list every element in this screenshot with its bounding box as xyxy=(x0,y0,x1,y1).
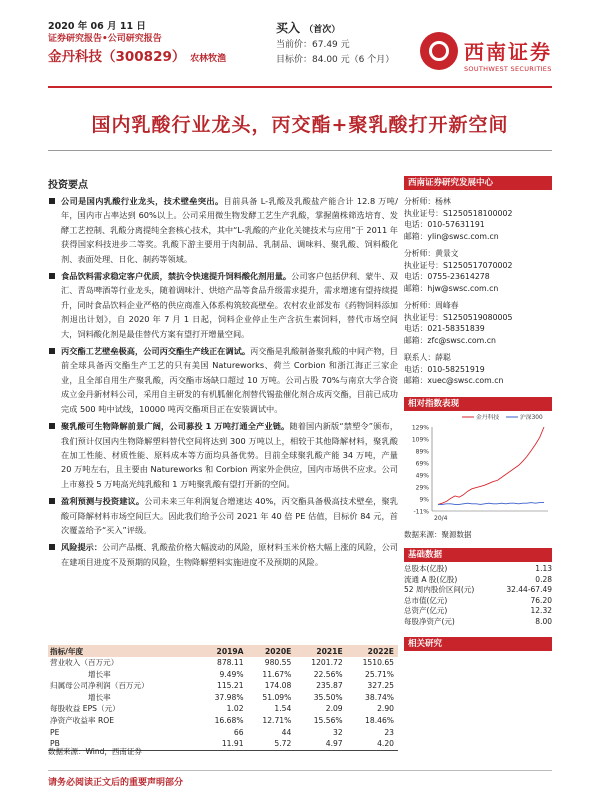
table-cell: 11.67% xyxy=(262,669,292,679)
bullet-square-icon xyxy=(49,498,55,504)
key-value: 76.20 xyxy=(530,595,552,605)
y-tick-label: -11% xyxy=(413,508,429,515)
table-header-cell: 2020E xyxy=(248,645,296,657)
rating xyxy=(276,20,394,38)
table-cell: 22.56% xyxy=(313,669,343,679)
table-cell: 174.08 xyxy=(264,681,292,691)
research-center-header: 西南证券研究发展中心 xyxy=(404,176,552,190)
target-price xyxy=(276,53,394,68)
highlight-lead: 食品饮料需求稳定客户优质，禁抗令快速提升饲料酸化剂用量。 xyxy=(61,271,292,282)
table-cell: 35.50% xyxy=(313,692,343,702)
row-label: 增长率 xyxy=(88,692,111,702)
highlight-lead: 公司是国内乳酸行业龙头，技术壁垒突出。 xyxy=(61,196,224,206)
highlight-text: 目前具备 L-乳酸及乳酸盐产能合计 12.8 万吨/年，国内市占率达到 60%以上。公司采用微生物发酵工艺生产乳酸，掌握菌株筛选培育、发酵工艺控制、乳酸分离提纯全套核心技术，其中“L-乳酸的产业化关键技术与应用”于 2011 年获得国家科技进步二等奖。乳酸下游主要用于肉制品、乳制品、调味料、聚乳酸、饲料酸化剂、表面处理、日化、制药等领域。 xyxy=(61,196,398,264)
table-row xyxy=(404,575,552,586)
table-cell: 327.25 xyxy=(367,681,394,691)
logo-text-cn: 西南证券 xyxy=(464,40,552,64)
series-line xyxy=(438,502,544,504)
company-line xyxy=(48,47,226,69)
series-line xyxy=(438,427,544,504)
table-cell: 15.56% xyxy=(313,715,343,725)
highlight-text: 随着国内新版“禁塑令”颁布，我们预计仅国内生物降解塑料替代空间将达到 300 万吨以上，相较于其他降解材料，聚乳酸在加工性能、材质性能、原料成本等方面均具备优势。目前全球聚乳酸产能 34 万吨，产量 20 万吨左右，且主要由 Natureworks 和 Corbion 两家外企供应，国内市场供不应求。公司上市募投 5 万吨高光纯乳酸和 1 万吨聚乳酸有望打开新的空间。 xyxy=(61,421,399,489)
table-cell: 37.98% xyxy=(214,692,244,702)
table-cell: 51.09% xyxy=(262,692,292,702)
header-divider xyxy=(48,86,552,88)
table-row xyxy=(404,617,552,628)
bullet-square-icon xyxy=(49,423,55,429)
key-value: 12.32 xyxy=(530,606,552,615)
current-price-label: 当前价： xyxy=(276,40,313,50)
highlight-text: 公司客户包括伊利、蒙牛、双汇、青岛啤酒等行业龙头，随着调味汁、烘焙产品等食品升级需求提升，需求增速有望持续提升，同时食品饮料企业严格的供应商准入体系构筑较高壁垒。农村农业部发布《药物饲料添加剂退出计划》，自 2020 年 7 月 1 日起，饲料企业停止生产含抗生素饲料，替代市场空间大，饲料酸化剂是最佳替代方案有望打开增量空间。 xyxy=(61,271,398,339)
current-price-value: 67.49 元 xyxy=(312,40,350,50)
bullet-square-icon xyxy=(49,544,55,550)
header-left xyxy=(48,20,226,69)
chart-source: 数据来源：聚源数据 xyxy=(404,529,472,539)
table-cell: 66 xyxy=(233,727,244,737)
table-row xyxy=(48,669,398,681)
target-price-label: 目标价： xyxy=(276,55,313,65)
investment-highlights xyxy=(48,176,398,569)
table-row xyxy=(48,680,398,692)
y-tick-label: 129% xyxy=(411,424,429,431)
table-row xyxy=(48,657,398,669)
highlight-item xyxy=(48,419,398,491)
row-label: PB xyxy=(48,738,200,750)
table-row xyxy=(404,564,552,575)
rating-label: 买入 xyxy=(276,21,301,35)
table-cell: 1510.65 xyxy=(362,658,394,667)
table-row xyxy=(48,703,398,715)
bullet-square-icon xyxy=(49,273,55,279)
key-data-table xyxy=(404,564,552,627)
row-label: 增长率 xyxy=(88,669,111,679)
table-header-row xyxy=(48,645,398,657)
table-cell: 18.46% xyxy=(365,715,394,725)
y-tick-label: 89% xyxy=(415,448,429,455)
rating-block xyxy=(276,20,394,68)
table-cell: 235.87 xyxy=(316,681,343,691)
company-name: 金丹科技（300829） xyxy=(48,49,186,65)
bullet-square-icon xyxy=(49,198,55,204)
highlight-text: 丙交酯是乳酸制备聚乳酸的中间产物，目前全球具备丙交酯生产工艺的只有美国 Natureworks、荷兰 Corbion 和浙江海正三家企业，且全部自用生产聚乳酸，丙交酯市场缺口超过 10 万吨。公司占股 70%与南京大学合资成立金丹新材料公司，采用自主研发的有机胍催化剂替代锡盐催化剂合成丙交酯，目前已成功完成 500 吨中试线，10000 吨丙交酯项目正在安装调试中。 xyxy=(61,346,398,414)
analyst-list xyxy=(404,196,552,387)
key-label: 每股净资产(元) xyxy=(404,616,455,626)
disclaimer: 请务必阅读正文后的重要声明部分 xyxy=(48,778,184,788)
related-research-header: 相关研究 xyxy=(404,637,552,651)
y-tick-label: 109% xyxy=(411,436,429,443)
table-cell: 16.68% xyxy=(214,715,244,725)
y-tick-label: 9% xyxy=(419,496,429,503)
row-label: 净资产收益率 ROE xyxy=(50,715,115,725)
highlight-lead: 聚乳酸可生物降解前景广阔，公司募投 1 万吨打通全产业链。 xyxy=(61,421,290,432)
report-title: 国内乳酸行业龙头，丙交酯+聚乳酸打开新空间 xyxy=(91,114,509,136)
legend-label: 沪深300 xyxy=(520,414,543,421)
footer-divider xyxy=(48,770,552,771)
y-tick-label: 49% xyxy=(415,472,429,479)
highlight-item xyxy=(48,269,398,341)
table-cell: 878.11 xyxy=(216,658,244,667)
row-label: PE xyxy=(50,727,60,737)
table-row xyxy=(404,606,552,617)
analyst-email[interactable]: 邮箱：hjw@swsc.com.cn xyxy=(404,283,499,293)
row-label: 每股收益 EPS（元） xyxy=(50,704,120,714)
table-cell: 980.55 xyxy=(264,658,292,667)
analyst-license: 执业证号：S1250518100002 xyxy=(404,208,513,218)
analyst-name: 分析师：杨林 xyxy=(404,197,451,206)
report-type: 证券研究报告•公司研究报告 xyxy=(48,34,162,44)
highlight-item xyxy=(48,540,398,569)
table-cell: 2.90 xyxy=(377,704,394,714)
analyst-name: 分析师：周峰春 xyxy=(404,301,459,310)
key-label: 52 周内股价区间(元) xyxy=(404,585,475,594)
logo-text-en: SOUTHWEST SECURITIES xyxy=(464,65,552,73)
highlight-item xyxy=(48,344,398,416)
current-price xyxy=(276,38,394,53)
table-cell: 25.71% xyxy=(365,669,394,679)
key-data-header: 基础数据 xyxy=(404,548,552,562)
table-cell: 38.74% xyxy=(365,692,394,702)
section-title: 投资要点 xyxy=(48,180,88,191)
row-label: 归属母公司净利润（百万元） xyxy=(50,681,149,691)
table-cell: 4.97 xyxy=(295,738,346,750)
analyst-email[interactable]: 邮箱：zfc@swsc.com.cn xyxy=(404,335,496,345)
table-header-cell: 2019A xyxy=(200,645,248,657)
highlight-item xyxy=(48,494,398,537)
table-cell: 23 xyxy=(384,727,394,737)
target-price-value: 84.00 元（6 个月） xyxy=(312,55,395,65)
table-row xyxy=(404,585,552,596)
chart-header: 相对指数表现 xyxy=(404,397,552,411)
key-label: 总市值(亿元) xyxy=(404,595,448,605)
logo-circle-icon xyxy=(420,32,458,70)
table-cell: 4.20 xyxy=(347,738,398,750)
sidebar xyxy=(404,176,552,651)
key-label: 流通 A 股(亿股) xyxy=(404,574,458,584)
table-cell: 2.09 xyxy=(325,704,343,714)
table-header-cell: 2022E xyxy=(347,645,398,657)
table-cell: 5.72 xyxy=(248,738,296,750)
key-value: 32.44-67.49 xyxy=(506,585,552,594)
analyst-email[interactable]: 邮箱：ylin@swsc.com.cn xyxy=(404,231,499,241)
table-cell: 1201.72 xyxy=(311,658,343,667)
highlight-text: 公司产品概、乳酸盐价格大幅波动的风险，原材料玉米价格大幅上涨的风险，公司在建项目进度不及预期的风险，生物降解塑料实施进度不及预期的风险。 xyxy=(61,542,398,567)
highlight-lead: 风险提示： xyxy=(61,542,103,553)
key-value: 1.13 xyxy=(535,564,552,573)
x-tick-label: 20/4 xyxy=(434,514,448,522)
analyst-name: 分析师：黄景文 xyxy=(404,249,459,258)
highlight-lead: 丙交酯工艺壁垒极高，公司丙交酯生产线正在调试。 xyxy=(61,346,251,357)
analyst-phone: 电话：010-57631191 xyxy=(404,220,485,229)
rating-note: （首次） xyxy=(304,25,341,35)
y-tick-label: 29% xyxy=(415,484,429,491)
analyst-phone: 电话：0755-23614278 xyxy=(404,272,490,281)
table-header-cell: 指标/年度 xyxy=(48,645,200,657)
table-row xyxy=(404,596,552,607)
contact-name: 联系人：薛聪 xyxy=(404,353,451,362)
relative-performance-chart xyxy=(404,411,552,529)
table-source: 数据来源：Wind，西南证券 xyxy=(48,747,142,756)
contact-phone: 电话：010-58251919 xyxy=(404,364,485,374)
table-cell: 9.49% xyxy=(219,669,244,679)
table-cell: 115.21 xyxy=(216,681,244,691)
bullet-square-icon xyxy=(49,348,55,354)
key-value: 8.00 xyxy=(535,616,552,626)
row-label: 营业收入（百万元） xyxy=(50,658,119,667)
company-logo xyxy=(420,32,558,82)
table-row xyxy=(48,727,398,739)
table-cell: 1.02 xyxy=(226,704,244,714)
key-label: 总股本(亿股) xyxy=(404,564,448,573)
table-cell: 44 xyxy=(281,727,292,737)
financial-forecast-table xyxy=(48,645,398,751)
key-value: 0.28 xyxy=(535,574,552,584)
table-cell: 12.71% xyxy=(262,715,292,725)
table-cell: 11.91 xyxy=(200,738,248,750)
legend-label: 金丹科技 xyxy=(476,414,500,421)
table-row xyxy=(48,715,398,727)
table-cell: 1.54 xyxy=(274,704,292,714)
highlight-lead: 盈利预测与投资建议。 xyxy=(61,496,145,507)
highlight-text: 公司未来三年利润复合增速达 40%，丙交酯具备极高技术壁垒，聚乳酸可降解材料市场空间巨大。因此我们给予公司 2021 年 40 倍 PE 估值，目标价 84 元，首次覆盖给予“买入”评级。 xyxy=(61,496,398,535)
contact-email[interactable]: 邮箱：xuec@swsc.com.cn xyxy=(404,376,504,385)
sector: 农林牧渔 xyxy=(190,54,227,64)
analyst-license: 执业证号：S1250519080005 xyxy=(404,312,513,322)
analyst-license: 执业证号：S1250517070002 xyxy=(404,260,513,270)
analyst-phone: 电话：021-58351839 xyxy=(404,324,485,333)
highlight-item xyxy=(48,194,398,266)
chart-svg xyxy=(404,411,552,529)
report-date: 2020 年 06 月 11 日 xyxy=(48,21,146,32)
table-row xyxy=(48,692,398,704)
title-divider xyxy=(48,150,552,151)
table-header-cell: 2021E xyxy=(295,645,346,657)
table-cell: 32 xyxy=(332,727,343,737)
key-label: 总资产(亿元) xyxy=(404,606,448,615)
y-tick-label: 69% xyxy=(415,460,429,467)
